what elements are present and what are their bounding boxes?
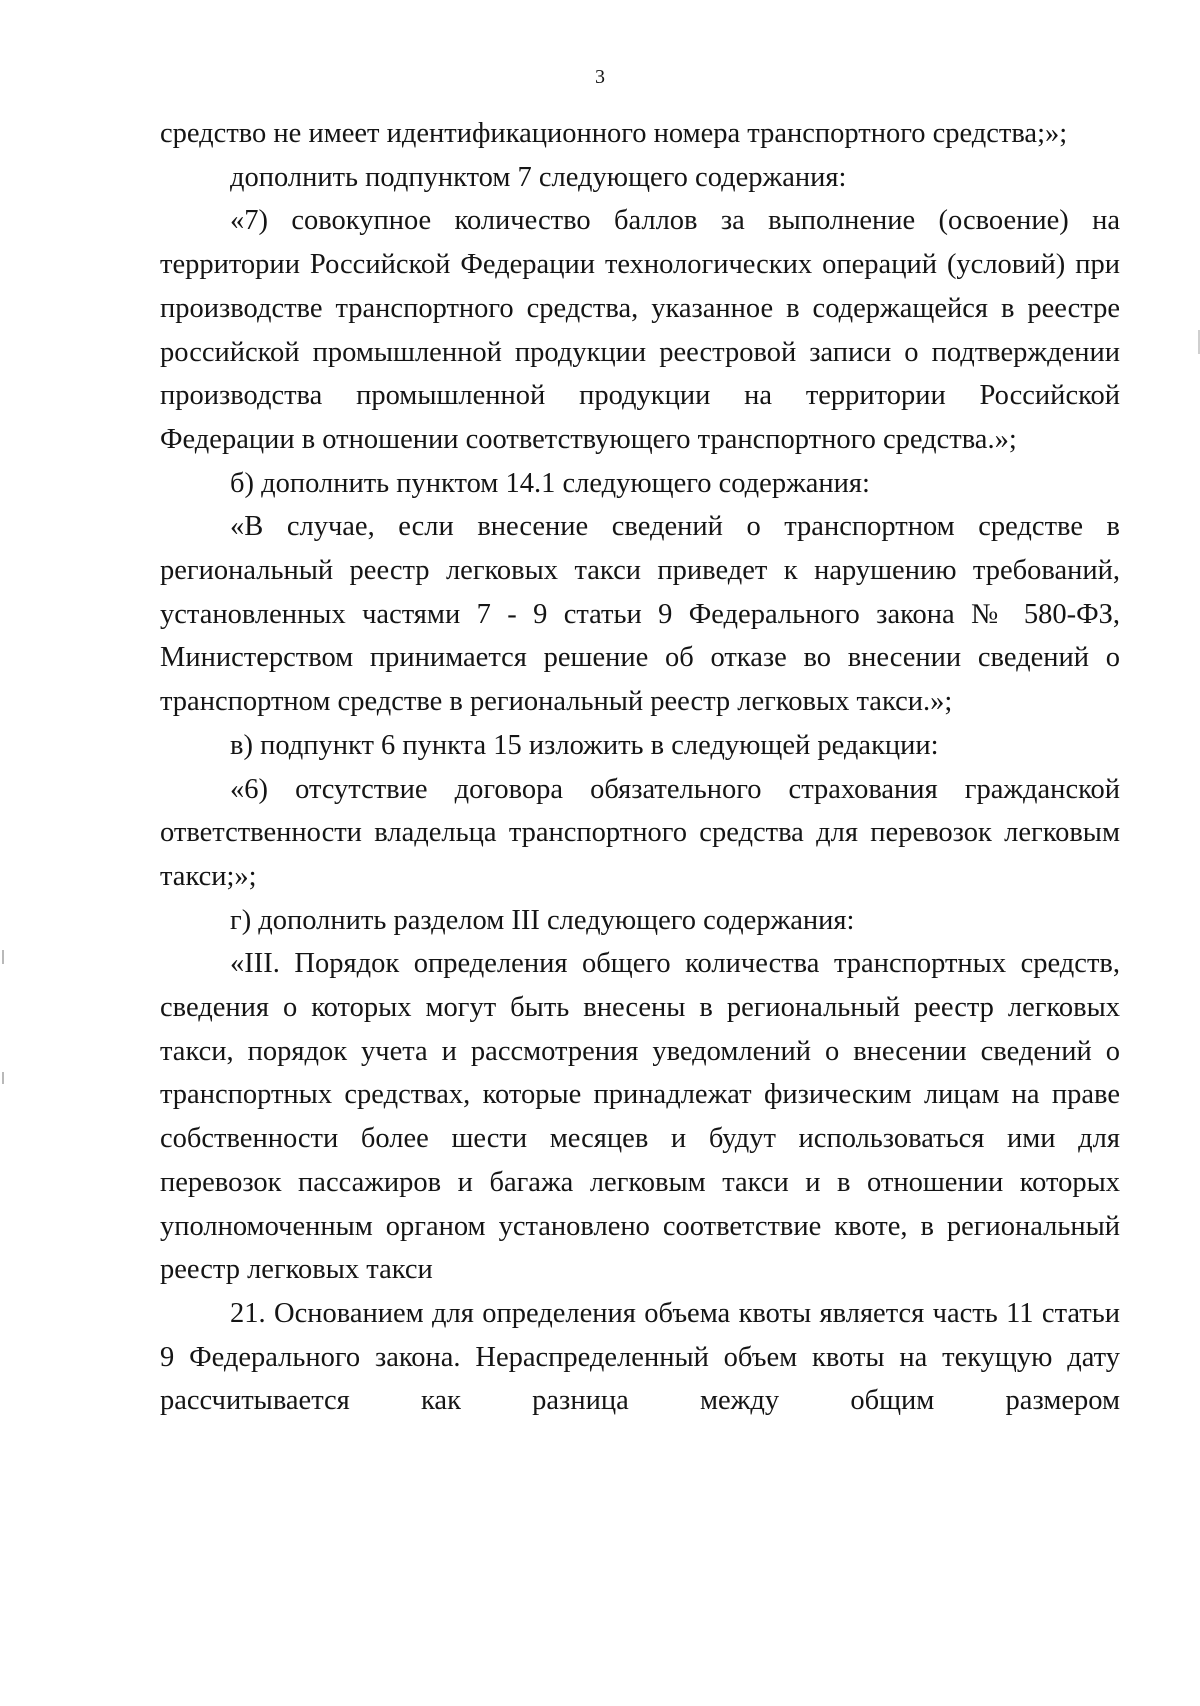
paragraph-subitem-6-text: «6) отсутствие договора обязательного страхования гражданской ответственности владельца транспортного средства для перевозок легковым такси;»; — [160, 773, 1120, 892]
paragraph-amend-section-3: г) дополнить разделом III следующего содержания: — [230, 904, 855, 936]
page-number: 3 — [595, 66, 605, 88]
paragraph-subitem-7-text: «7) совокупное количество баллов за выполнение (освоение) на территории Российской Федерации технологических операций (условий) при производстве транспортного средства, указанное в содержащейся в реестре российской промышленной продукции реестровой записи о подтверждении производства промышленной продукции на территории Российской Федерации в отношении соответствующего транспортного средства.»; — [160, 205, 1120, 455]
paragraph-section-3-heading: «III. Порядок определения общего количества транспортных средств, сведения о которых могут быть внесены в региональный реестр легковых такси, порядок учета и рассмотрения уведомлений о внесении сведений о транспортных средствах, которые принадлежат физическим лицам на праве собственности более шести месяцев и будут использоваться ими для перевозок пассажиров и багажа легковым такси и в отношении которых уполномоченным органом установлено соответствие квоте, в региональный реестр легковых такси — [160, 948, 1120, 1286]
paragraph-amend-subitem-7: дополнить подпунктом 7 следующего содержания: — [230, 161, 847, 193]
scan-artifact-mark — [2, 1072, 4, 1084]
paragraph-item-14-1-text: «В случае, если внесение сведений о транспортном средстве в региональный реестр легковых такси приведет к нарушению требований, установленных частями 7 - 9 статьи 9 Федерального закона № 580-ФЗ, Министерством принимается решение об отказе во внесении сведений о транспортном средстве в региональный реестр легковых такси.»; — [160, 511, 1120, 718]
paragraph-item-21: 21. Основанием для определения объема квоты является часть 11 статьи 9 Федерального закона. Нераспределенный объем квоты на текущую дату рассчитывается как разница между общим размером — [160, 1297, 1120, 1417]
paragraph-continuation: средство не имеет идентификационного номера транспортного средства;»; — [160, 118, 1068, 149]
scan-artifact-mark — [2, 950, 4, 964]
paragraph-amend-item-15: в) подпункт 6 пункта 15 изложить в следующей редакции: — [230, 729, 939, 761]
document-body — [160, 112, 1120, 1423]
paragraph-amend-item-14-1: б) дополнить пунктом 14.1 следующего содержания: — [230, 467, 870, 499]
